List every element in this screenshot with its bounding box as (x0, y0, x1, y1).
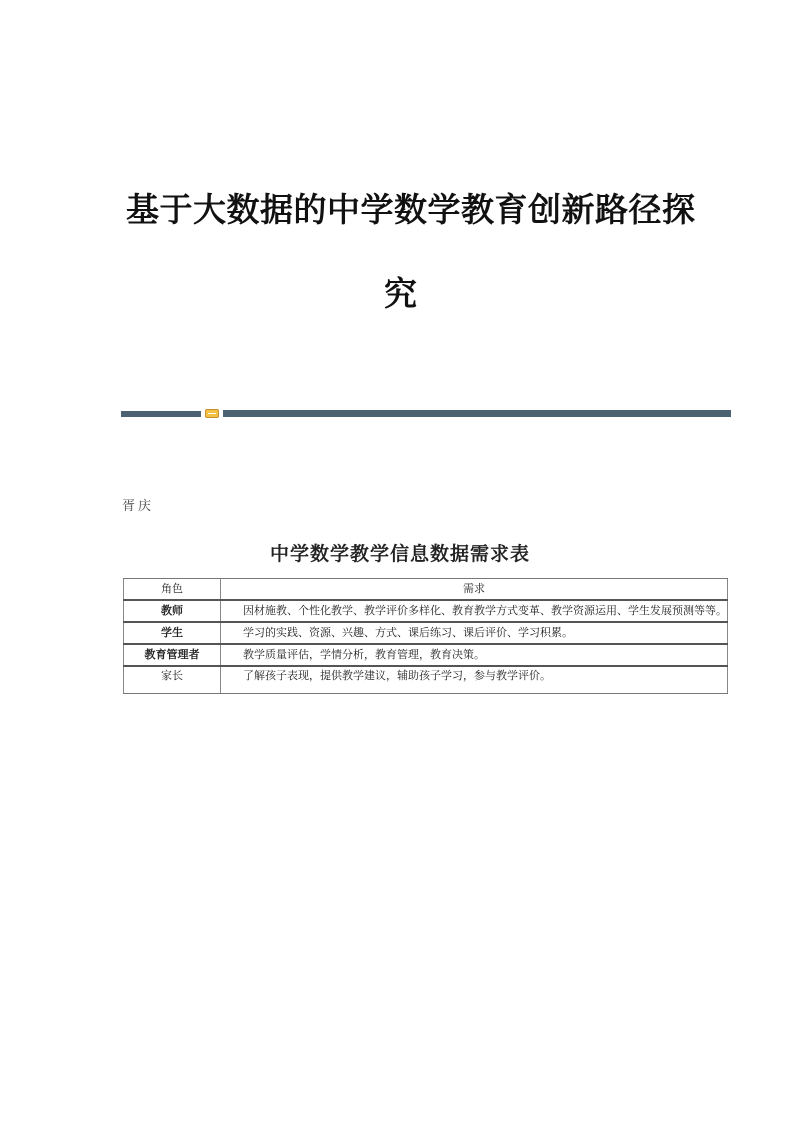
row-need: 了解孩子表现，提供教学建议，辅助孩子学习，参与教学评价。 (221, 666, 728, 694)
title-divider (121, 409, 731, 418)
table-row (124, 644, 728, 666)
table-title: 中学数学教学信息数据需求表 (269, 543, 530, 565)
row-role: 家长 (124, 666, 221, 694)
row-role: 学生 (124, 622, 221, 644)
row-role: 教育管理者 (124, 644, 221, 666)
document-title: 基于大数据的中学数学教育创新路径探 (126, 190, 696, 229)
row-role: 教师 (124, 600, 221, 622)
table-row (124, 600, 728, 622)
header-role: 角色 (124, 579, 221, 601)
row-need: 因材施教、个性化教学、教学评价多样化、教育教学方式变革、教学资源运用、学生发展预测等等。 (221, 600, 728, 622)
row-need: 学习的实践、资源、兴趣、方式、课后练习、课后评价、学习积累。 (221, 622, 728, 644)
data-needs-table (123, 578, 728, 694)
table-row (124, 622, 728, 644)
divider-bar-left (121, 411, 201, 417)
row-need: 教学质量评估，学情分析，教育管理，教育决策。 (221, 644, 728, 666)
table-header-row (124, 579, 728, 601)
book-icon (205, 409, 219, 418)
author-name: 胥庆 (122, 499, 155, 514)
divider-bar-right (223, 410, 731, 417)
header-need: 需求 (221, 579, 728, 601)
table-row (124, 666, 728, 694)
document-title-continuation: 究 (384, 274, 417, 313)
